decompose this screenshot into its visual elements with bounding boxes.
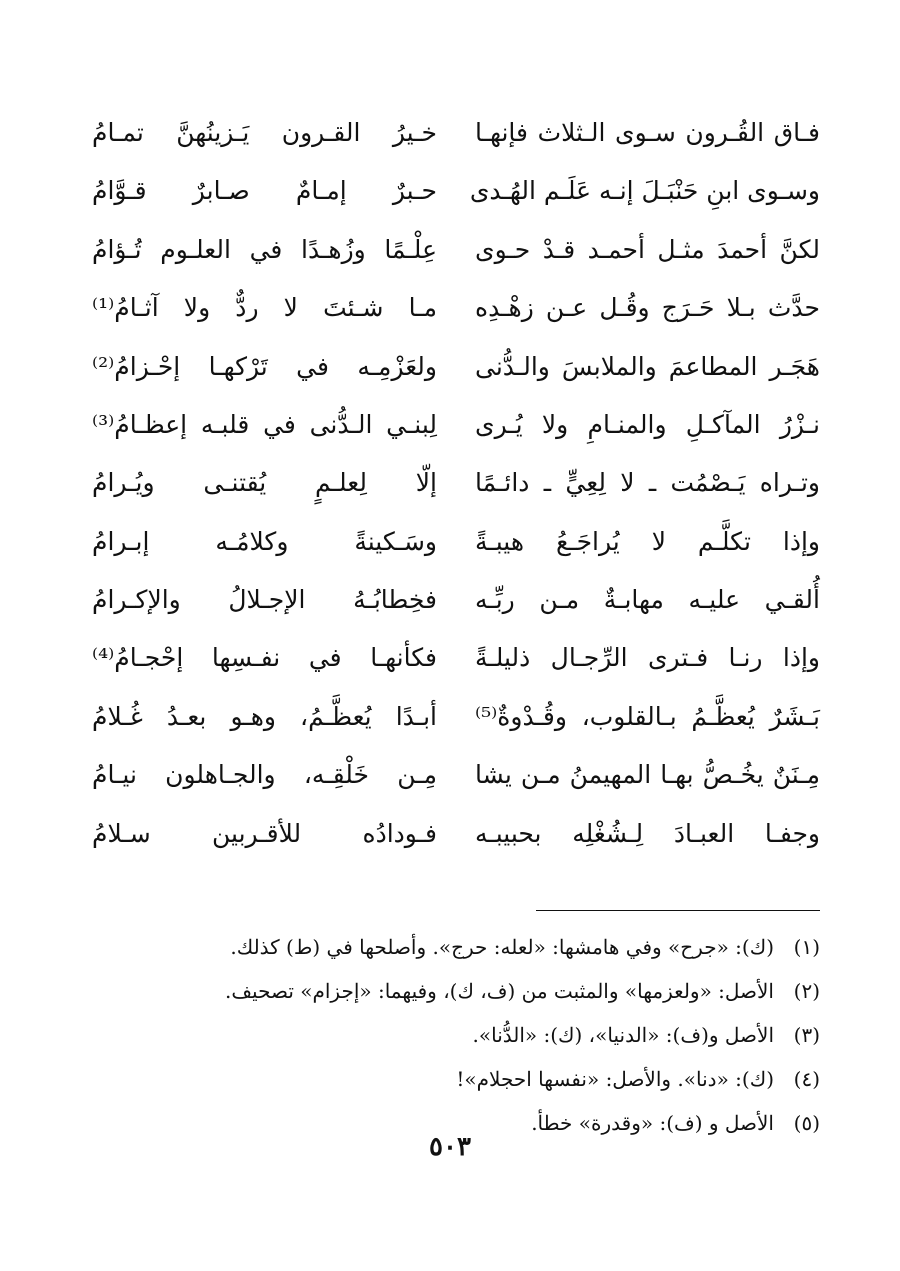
hemistich-left: فخِطابُـهُ الإجـلالُ والإكـرامُ [92,585,437,615]
hemistich-right: أُلقـي عليـه مهابـةٌ مـن ربِّـه [475,585,820,615]
hemistich-right: وتـراه يَـصْمُت ـ لا لِعِيٍّ ـ دائـمًا [475,468,820,498]
verse-line [92,454,820,512]
footnote-number: (١) [793,935,820,959]
verse-line [92,338,820,396]
hemistich-right: لكنَّ أحمدَ مثـل أحمـد قـدْ حـوى [475,234,820,264]
verse-line [92,688,820,746]
verse-line [92,805,820,863]
hemistich-right: وإذا تكلَّـم لا يُراجَـعُ هيبـةً [475,526,820,556]
verse-line [92,104,820,162]
hemistich-left: فـودادُه للأقـربين سـلامُ [92,818,437,848]
footnote-text: الأصل و (ف): «وقدرة» خطأ. [531,1111,774,1135]
footnote-text: (ك): «دنا». والأصل: «نفسها احجلام»! [456,1067,774,1091]
hemistich-right: هَجَـر المطاعمَ والملابسَ والـدُّنى [475,351,820,381]
footnote-text: (ك): «جرح» وفي هامشها: «لعله: حرج». وأصلحها في (ط) كذلك. [230,935,774,959]
hemistich-left: مِـن خَلْقِـه، والجـاهلون نيـامُ [92,760,437,790]
verse-line [92,221,820,279]
footnote-number: (٤) [793,1067,820,1091]
hemistich-right: مِـنَنٌ يخُـصُّ بهـا المهيمنُ مـن يشا [475,760,820,790]
footnote-number: (٣) [793,1023,820,1047]
hemistich-right: وجفـا العبـادَ لِـشُغْلِه بحبيبـه [475,818,820,848]
hemistich-left: أبـدًا يُعظَّـمُ، وهـو بعـدُ غُـلامُ [92,701,437,731]
hemistich-right: وسـوى ابنِ حَنْبَـلَ إنـه عَلَـم الهُـدى [469,176,820,206]
hemistich-left: وسَـكينةً وكلامُـه إبـرامُ [92,526,437,556]
page-number: ٥٠٣ [429,1132,471,1162]
hemistich-left: ولعَزْمِـه في تَرْكهـا إحْـزامُ⁽²⁾ [92,351,437,381]
footnote-text: الأصل و(ف): «الدنيا»، (ك): «الدُّنا». [472,1023,774,1047]
hemistich-left: عِلْـمًا وزُهـدًا في العلـوم تُـؤامُ [92,234,437,264]
hemistich-left: لِبنـي الـدُّنى في قلبـه إعظـامُ⁽³⁾ [92,409,437,439]
hemistich-left: فكأنهـا في نفـسِها إحْجـامُ⁽⁴⁾ [92,643,437,673]
hemistich-right: حدَّث بـلا حَـرَج وقُـل عـن زهْـدِه [475,293,820,323]
hemistich-left: حـبرٌ إمـامٌ صـابرٌ قـوَّامُ [92,176,437,206]
verse-line [92,513,820,571]
footnote-number: (٥) [793,1111,820,1135]
footnote-text: الأصل: «ولعزمها» والمثبت من (ف، ك)، وفيهما: «إجزام» تصحيف. [224,979,774,1003]
hemistich-left: إلّا لِعلـمٍ يُقتنـى ويُـرامُ [92,468,437,498]
footnotes [160,925,820,1145]
verse-line [92,279,820,337]
hemistich-left: مـا شـئتَ لا ردٌّ ولا آثـامُ⁽¹⁾ [92,293,437,323]
hemistich-right: بَـشَرٌ يُعظَّـمُ بـالقلوب، وقُـدْوةٌ⁽⁵⁾ [475,701,820,731]
footnote [160,1013,820,1057]
footnote [160,969,820,1013]
verse-line [92,630,820,688]
verse-line [92,571,820,629]
footnote-separator [536,910,820,911]
verse-line [92,746,820,804]
hemistich-right: نـزْرُ المآكـلِ والمنـامِ ولا يُـرى [475,409,820,439]
hemistich-right: وإذا رنـا فـترى الرِّجـال ذليلـةً [475,643,820,673]
footnote-number: (٢) [793,979,820,1003]
footnote [160,1057,820,1101]
poem [92,104,820,863]
verse-line [92,162,820,220]
hemistich-left: خـيرُ القـرون يَـزينُهنَّ تمـامُ [92,117,437,147]
footnote [160,925,820,969]
hemistich-right: فـاق القُـرون سـوى الـثلاث فإنهـا [475,117,820,147]
verse-line [92,396,820,454]
